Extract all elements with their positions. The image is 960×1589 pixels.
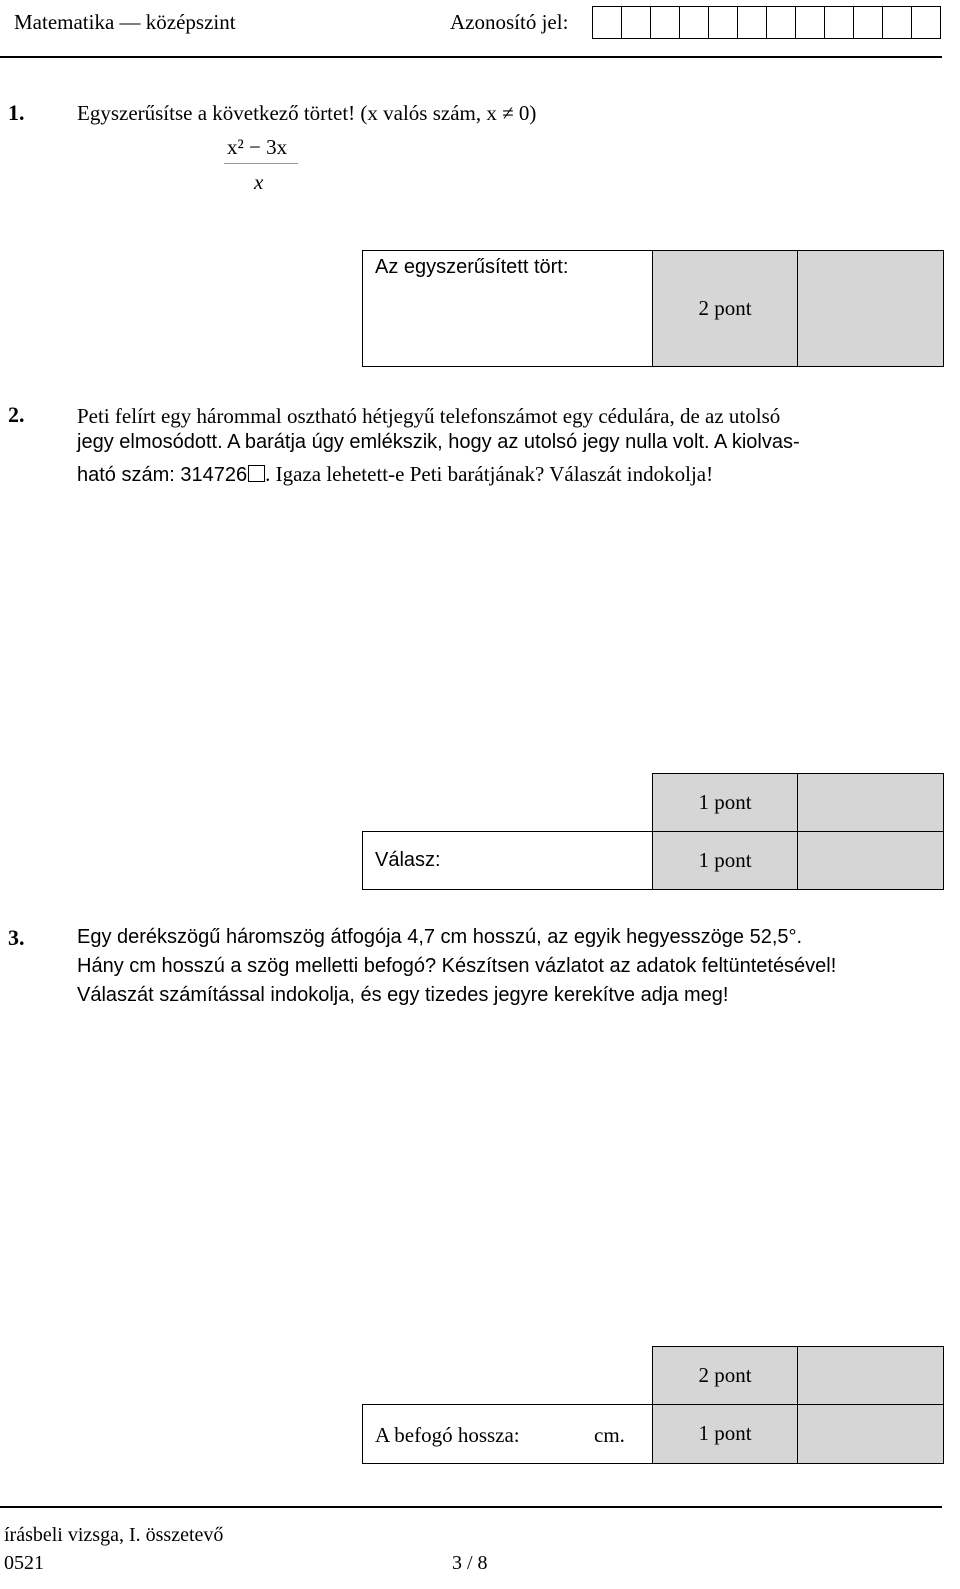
q2-number: 2. [8, 402, 25, 427]
q3-line3: Válaszát számítással indokolja, és egy tizedes jegyre kerekítve adja meg! [77, 984, 729, 1006]
q2-line3-a: ható szám: 314726 [77, 464, 248, 486]
id-box-4[interactable] [679, 6, 709, 39]
footer-page: 3 / 8 [452, 1552, 488, 1574]
q3-points-1: 2 pont [698, 1363, 752, 1387]
id-box-10[interactable] [853, 6, 883, 39]
q2-score-cell-1[interactable] [797, 773, 944, 833]
header-id-label: Azonosító jel: [450, 10, 569, 34]
id-box-8[interactable] [795, 6, 825, 39]
q2-line2: jegy elmosódott. A barátja úgy emlékszik, hogy az utolsó jegy nulla volt. A kiolvas- [77, 431, 800, 453]
header-subject: Matematika — középszint [14, 10, 236, 34]
q3-score-cell-1[interactable] [797, 1346, 944, 1406]
q3-answer-label: A befogó hossza: [375, 1423, 520, 1447]
q2-line3-b: . Igaza lehetett-e Peti barátjának? Válaszát indokolja! [265, 462, 714, 486]
q1-answer-label: Az egyszerűsített tört: [375, 256, 569, 278]
header-rule [0, 56, 942, 58]
q1-numerator: x² − 3x [227, 135, 288, 159]
q3-number: 3. [8, 925, 25, 950]
q3-score-cell-2[interactable] [797, 1404, 944, 1464]
id-box-11[interactable] [882, 6, 912, 39]
q3-unit: cm. [594, 1423, 625, 1447]
q2-answer-label: Válasz: [375, 849, 441, 871]
id-box-9[interactable] [824, 6, 854, 39]
q1-fraction-bar [224, 163, 298, 164]
q1-text: Egyszerűsítse a következő törtet! (x valós szám, x ≠ 0) [77, 101, 537, 125]
q2-points-2: 1 pont [698, 848, 752, 872]
q3-line1: Egy derékszögű háromszög átfogója 4,7 cm hosszú, az egyik hegyesszöge 52,5°. [77, 926, 803, 948]
q1-points: 2 pont [698, 296, 752, 320]
q2-points-1: 1 pont [698, 790, 752, 814]
q3-points-2: 1 pont [698, 1421, 752, 1445]
id-box-12[interactable] [911, 6, 941, 39]
q1-denominator: x [254, 170, 264, 194]
footer-exam: írásbeli vizsga, I. összetevő [4, 1524, 224, 1546]
id-box-7[interactable] [766, 6, 796, 39]
q3-line2: Hány cm hosszú a szög melletti befogó? Készítsen vázlatot az adatok feltüntetésével! [77, 955, 837, 977]
id-box-2[interactable] [621, 6, 651, 39]
q2-line3 [77, 460, 713, 489]
footer-code: 0521 [4, 1552, 44, 1574]
q2-line1: Peti felírt egy hárommal osztható hétjegyű telefonszámot egy cédulára, de az utolsó [77, 404, 781, 428]
footer-rule [0, 1506, 942, 1508]
blank-digit-square [248, 465, 265, 482]
id-box-1[interactable] [592, 6, 622, 39]
q1-number: 1. [8, 100, 25, 125]
id-box-5[interactable] [708, 6, 738, 39]
id-box-6[interactable] [737, 6, 767, 39]
q2-score-cell-2[interactable] [797, 831, 944, 890]
q1-score-cell[interactable] [797, 250, 944, 367]
id-box-3[interactable] [650, 6, 680, 39]
